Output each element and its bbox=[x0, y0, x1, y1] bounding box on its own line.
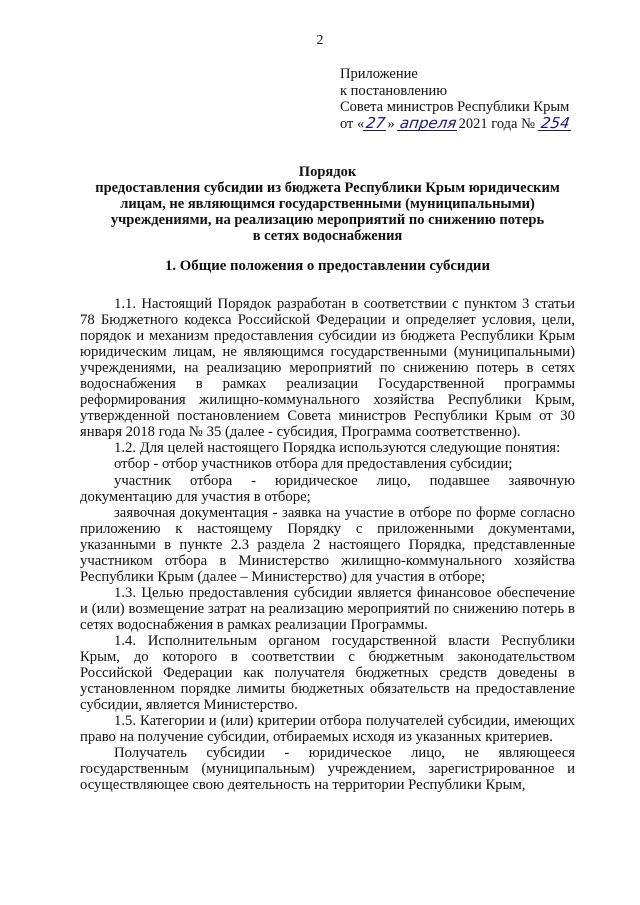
definition-selection: отбор - отбор участников отбора для предоставления субсидии; bbox=[114, 456, 513, 473]
title-line-2: предоставления субсидии из бюджета Республики Крым юридическим bbox=[95, 180, 560, 196]
handwritten-month: апреля bbox=[399, 113, 458, 132]
definition-participant: участник отбора - юридическое лицо, подавшее заявочную документацию для участия в отборе; bbox=[80, 472, 575, 505]
appendix-line-3: Совета министров Республики Крым bbox=[340, 99, 570, 115]
paragraph-1-1: 1.1. Настоящий Порядок разработан в соответствии с пунктом 3 статьи 78 Бюджетного кодекса Российской Федерации и определяет условия, цели, порядок и механизм предоставления субсидии из бюджета Республики Крым юридическим лицам, не являющимся государственными (муниципальными) учреждениями, на реализацию мероприятий по снижению потерь в сетях водоснабжения в рамках реализации Государственной программы реформирования жилищно-коммунального хозяйства Республики Крым, утвержденной постановлением Совета министров Республики Крым от 30 января 2018 года № 35 (далее - субсидия, Программа соответственно). bbox=[80, 296, 575, 441]
year-text: 2021 года № bbox=[458, 115, 535, 132]
handwritten-day: 27 bbox=[365, 113, 387, 132]
date-mid: » bbox=[387, 115, 395, 132]
title-line-5: в сетях водоснабжения bbox=[252, 228, 403, 244]
document-body bbox=[80, 296, 575, 793]
document-title bbox=[80, 164, 575, 244]
appendix-block bbox=[340, 66, 630, 132]
page-number: 2 bbox=[316, 33, 324, 48]
appendix-line-2: к постановлению bbox=[340, 82, 448, 99]
date-prefix: от « bbox=[340, 115, 365, 132]
handwritten-number: 254 bbox=[539, 113, 571, 132]
definition-application: заявочная документация - заявка на участие в отборе по форме согласно приложению к настоящему Порядку с приложенными документами, указанными в пункте 2.3 раздела 2 настоящего Порядка, представленные участником отбора в Министерство жилищно-коммунального хозяйства Республики Крым (далее – Министерство) для участия в отборе; bbox=[80, 504, 575, 585]
title-line-3: лицам, не являющимся государственными (муниципальными) bbox=[120, 196, 535, 212]
paragraph-1-5: 1.5. Категории и (или) критерии отбора получателей субсидии, имеющих право на получение субсидии, отбираемых исходя из указанных критериев. bbox=[80, 713, 575, 746]
appendix-date-line bbox=[340, 113, 630, 133]
title-line-1: Порядок bbox=[298, 164, 357, 180]
appendix-line-1: Приложение bbox=[340, 66, 418, 82]
paragraph-recipient: Получатель субсидии - юридическое лицо, не являющееся государственным (муниципальным) учреждением, зарегистрированное и осуществляющее свою деятельность на территории Республики Крым, bbox=[80, 745, 575, 794]
paragraph-1-3: 1.3. Целью предоставления субсидии является финансовое обеспечение и (или) возмещение затрат на реализацию мероприятий по снижению потерь в сетях водоснабжения в рамках реализации Программы. bbox=[80, 584, 575, 633]
paragraph-1-2: 1.2. Для целей настоящего Порядка используются следующие понятия: bbox=[114, 440, 561, 457]
title-line-4: учреждениями, на реализацию мероприятий по снижению потерь bbox=[110, 212, 545, 228]
paragraph-1-4: 1.4. Исполнительным органом государственной власти Республики Крым, до которого в соответствии с бюджетным законодательством Российской Федерации как получателя бюджетных средств доведены в установленном порядке лимиты бюджетных обязательств на предоставление субсидии, является Министерство. bbox=[80, 632, 575, 714]
section-heading: 1. Общие положения о предоставлении субсидии bbox=[165, 258, 490, 274]
